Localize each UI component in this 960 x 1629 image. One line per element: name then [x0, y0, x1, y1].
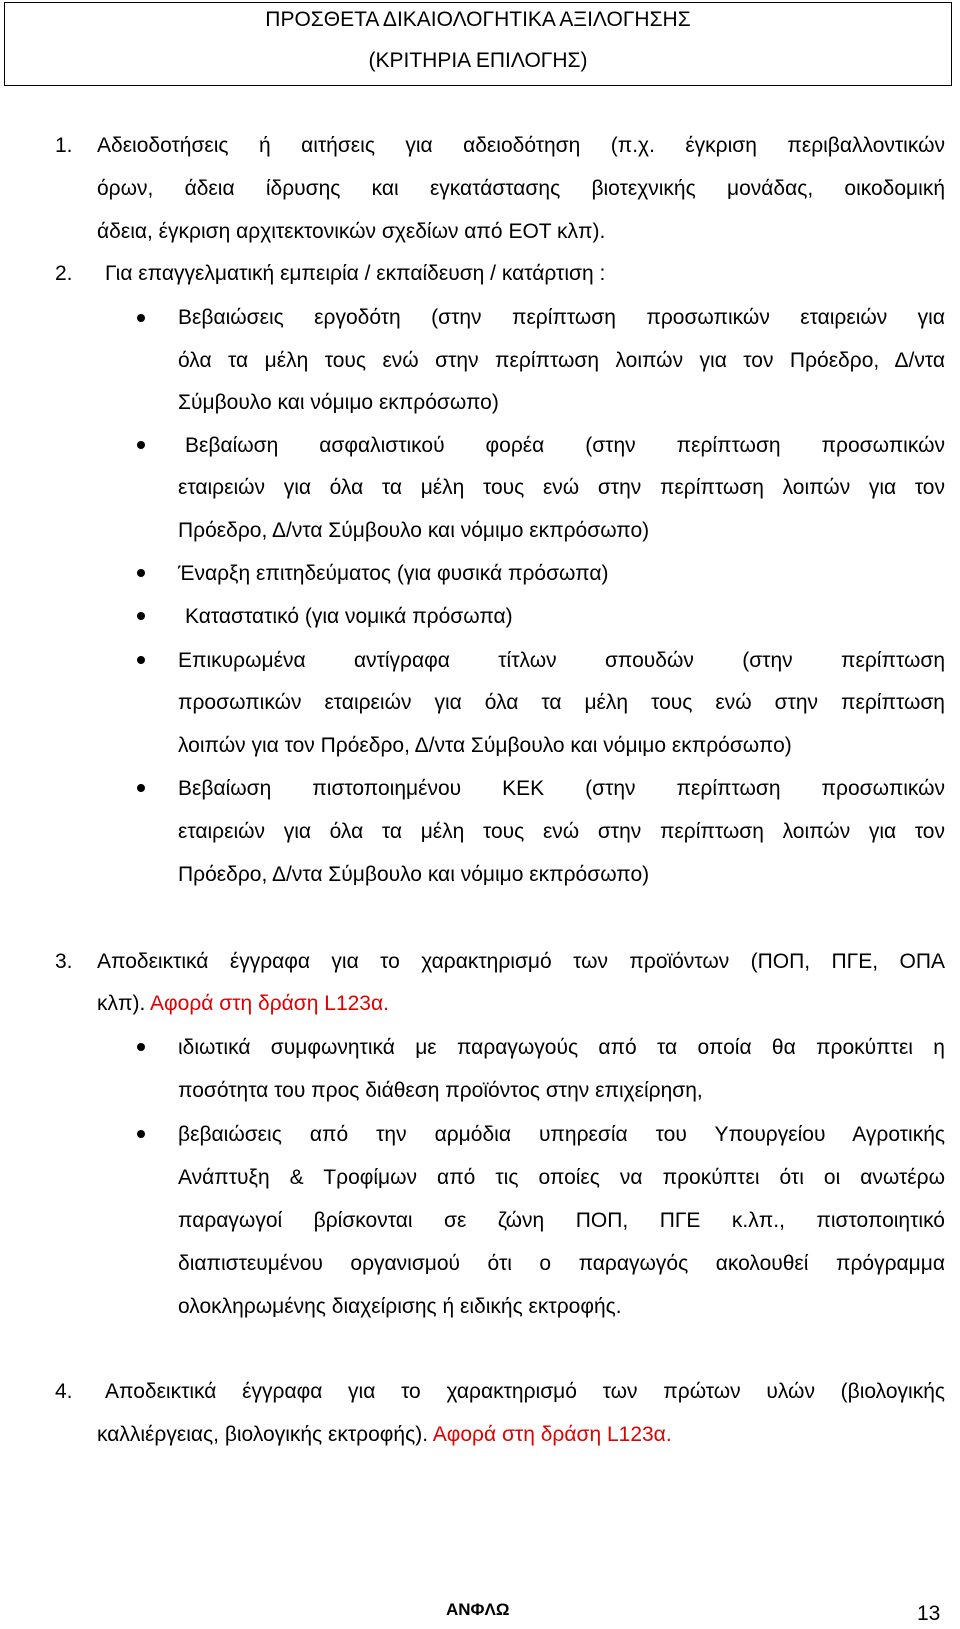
list-item-line: Πρόεδρο, Δ/ντα Σύμβουλο και νόμιμο εκπρόσωπο)	[178, 519, 650, 542]
list-item-line: Βεβαίωση ασφαλιστικού φορέα (στην περίπτωση προσωπικών	[185, 434, 945, 457]
item-1-line: Αδειοδοτήσεις ή αιτήσεις για αδειοδότηση (π.χ. έγκριση περιβαλλοντικών	[97, 134, 945, 157]
list-item-line: λοιπών για τον Πρόεδρο, Δ/ντα Σύμβουλο και νόμιμο εκπρόσωπο)	[178, 734, 792, 757]
bullet-icon	[137, 441, 145, 449]
list-item-line: Ανάπτυξη & Τροφίμων από τις οποίες να προκύπτει ότι οι ανωτέρω	[178, 1166, 945, 1189]
item-number: 4.	[55, 1380, 73, 1403]
item-1-line: όρων, άδεια ίδρυσης και εγκατάστασης βιοτεχνικής μονάδας, οικοδομική	[97, 177, 945, 200]
list-item-line: Βεβαίωση πιστοποιημένου ΚΕΚ (στην περίπτωση προσωπικών	[178, 777, 945, 800]
list-item-line: προσωπικών εταιρειών για όλα τα μέλη τους ενώ στην περίπτωση	[178, 691, 945, 714]
bullet-icon	[137, 784, 145, 792]
document-subtitle: (ΚΡΙΤΗΡΙΑ ΕΠΙΛΟΓΗΣ)	[368, 49, 588, 72]
bullet-icon	[137, 1130, 145, 1138]
list-item-line: ποσότητα του προς διάθεση προϊόντος στην επιχείρηση,	[178, 1079, 703, 1102]
list-item-line: διαπιστευμένου οργανισμού ότι ο παραγωγός ακολουθεί πρόγραμμα	[178, 1252, 945, 1275]
bullet-icon	[137, 612, 145, 620]
list-item-line: ολοκληρωμένης διαχείρισης ή ειδικής εκτροφής.	[178, 1295, 622, 1318]
list-item-line: εταιρειών για όλα τα μέλη τους ενώ στην περίπτωση λοιπών για τον	[178, 476, 945, 499]
bullet-icon	[137, 656, 145, 664]
list-item-line: εταιρειών για όλα τα μέλη τους ενώ στην περίπτωση λοιπών για τον	[178, 820, 945, 843]
item-3-line: Αποδεικτικά έγγραφα για το χαρακτηρισμό των προϊόντων (ΠΟΠ, ΠΓΕ, ΟΠΑ	[97, 950, 945, 973]
list-item-line: Έναρξη επιτηδεύματος (για φυσικά πρόσωπα)	[178, 562, 609, 585]
document-title: ΠΡΟΣΘΕΤΑ ΔΙΚΑΙΟΛΟΓΗΤΙΚΑ ΑΞΙΛΟΓΗΣΗΣ	[265, 8, 691, 31]
list-item-line: βεβαιώσεις από την αρμόδια υπηρεσία του Υπουργείου Αγροτικής	[178, 1123, 945, 1146]
item-number: 1.	[55, 134, 73, 157]
list-item-line: Καταστατικό (για νομικά πρόσωπα)	[185, 605, 513, 628]
list-item-line: ιδιωτικά συμφωνητικά με παραγωγούς από τα οποία θα προκύπτει η	[178, 1036, 945, 1059]
page-number: 13	[917, 1602, 941, 1625]
item-2-intro: Για επαγγελματική εμπειρία / εκπαίδευση / κατάρτιση :	[105, 262, 606, 285]
footer-organization: ΑΝΦΛΩ	[446, 1600, 510, 1619]
bullet-icon	[137, 1043, 145, 1051]
item-4-line: καλλιέργειας, βιολογικής εκτροφής). Αφορά στη δράση L123α.	[97, 1423, 672, 1446]
action-note: Αφορά στη δράση L123α.	[150, 992, 389, 1015]
list-item-line: παραγωγοί βρίσκονται σε ζώνη ΠΟΠ, ΠΓΕ κ.λπ., πιστοποιητικό	[178, 1209, 945, 1232]
bullet-icon	[137, 569, 145, 577]
bullet-icon	[137, 314, 145, 322]
list-item-line: Επικυρωμένα αντίγραφα τίτλων σπουδών (στην περίπτωση	[178, 649, 945, 672]
list-item-line: όλα τα μέλη τους ενώ στην περίπτωση λοιπών για τον Πρόεδρο, Δ/ντα	[178, 349, 945, 372]
item-1-line: άδεια, έγκριση αρχιτεκτονικών σχεδίων από ΕΟΤ κλπ).	[97, 220, 606, 243]
item-4-line: Αποδεικτικά έγγραφα για το χαρακτηρισμό των πρώτων υλών (βιολογικής	[105, 1380, 945, 1403]
item-number: 3.	[55, 950, 73, 973]
list-item-line: Πρόεδρο, Δ/ντα Σύμβουλο και νόμιμο εκπρόσωπο)	[178, 863, 650, 886]
list-item-line: Βεβαιώσεις εργοδότη (στην περίπτωση προσωπικών εταιρειών για	[178, 306, 945, 329]
item-3-line: κλπ). Αφορά στη δράση L123α.	[97, 992, 389, 1015]
item-number: 2.	[55, 262, 73, 285]
list-item-line: Σύμβουλο και νόμιμο εκπρόσωπο)	[178, 391, 499, 414]
action-note: Αφορά στη δράση L123α.	[432, 1423, 672, 1446]
title-box	[4, 2, 952, 86]
